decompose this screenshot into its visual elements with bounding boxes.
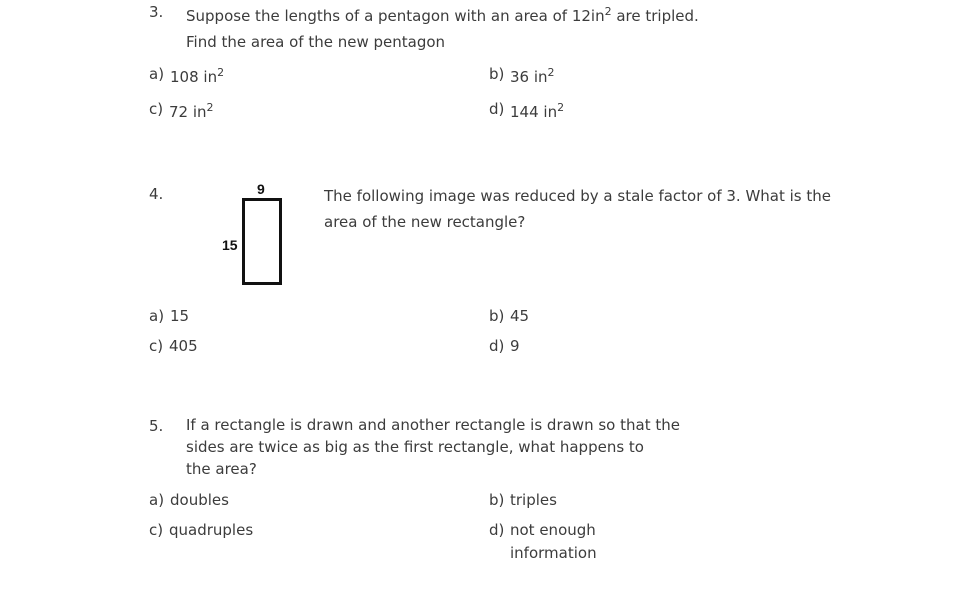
option-value-line-2: information <box>510 544 597 562</box>
rectangle-width-label: 9 <box>257 181 265 197</box>
option-letter: d) <box>489 100 505 118</box>
option-letter: d) <box>489 521 505 539</box>
option-letter: c) <box>149 100 164 118</box>
option-value: 108 $in^2$ <box>170 66 225 86</box>
option-value: 405 <box>169 337 198 355</box>
option-letter: c) <box>149 337 164 355</box>
option-letter: c) <box>149 521 164 539</box>
option-value: 72 $in^2$ <box>169 101 214 121</box>
rectangle-shape <box>242 198 282 285</box>
question-text-line-1: The following image was reduced by a stale factor of 3. What is the <box>324 187 832 205</box>
rectangle-height-label: 15 <box>222 237 238 253</box>
option-value: triples <box>510 491 557 509</box>
question-number: 3. <box>149 3 164 21</box>
option-letter: b) <box>489 307 505 325</box>
option-letter: a) <box>149 65 165 83</box>
option-value: doubles <box>170 491 229 509</box>
question-text-line-2: area of the new rectangle? <box>324 213 526 231</box>
question-text-line-2: sides are twice as big as the first rectangle, what happens to <box>186 438 644 456</box>
option-value: 9 <box>510 337 520 355</box>
question-number: 4. <box>149 185 164 203</box>
question-text-line-1: If a rectangle is drawn and another rectangle is drawn so that the <box>186 416 680 434</box>
option-value: quadruples <box>169 521 254 539</box>
option-letter: d) <box>489 337 505 355</box>
question-text-line-3: the area? <box>186 460 257 478</box>
option-letter: a) <box>149 307 165 325</box>
option-value: 144 $in^2$ <box>510 101 565 121</box>
question-text-line-1: Suppose the lengths of a pentagon with an area of $12in^2$ are tripled. <box>186 5 699 25</box>
option-value-line-1: not enough <box>510 521 596 539</box>
option-letter: a) <box>149 491 165 509</box>
option-letter: b) <box>489 491 505 509</box>
question-text-line-2: Find the area of the new pentagon <box>186 33 446 51</box>
option-value: 45 <box>510 307 530 325</box>
option-value: 36 $in^2$ <box>510 66 555 86</box>
question-number: 5. <box>149 417 164 435</box>
option-value: 15 <box>170 307 190 325</box>
option-letter: b) <box>489 65 505 83</box>
